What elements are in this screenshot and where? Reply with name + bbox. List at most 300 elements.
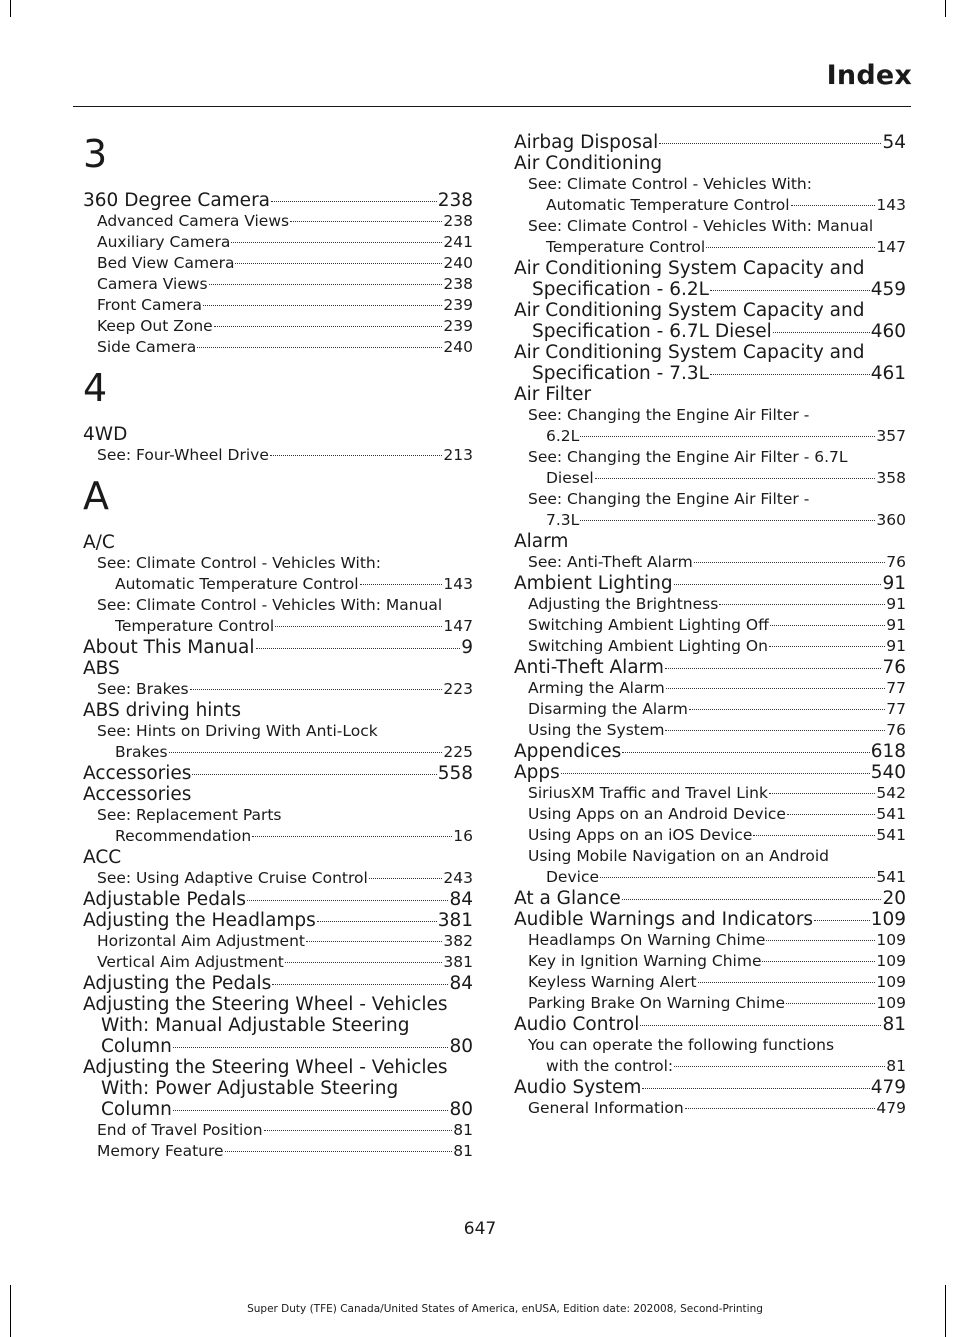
entry-text-line: See: Changing the Engine Air Filter - 6.7L — [528, 448, 848, 466]
entry-leader-row — [97, 826, 473, 847]
entry-text: Accessories — [83, 784, 192, 805]
index-subentry[interactable] — [83, 295, 473, 316]
entry-text: See: Brakes — [97, 680, 189, 698]
entry-text: Arming the Alarm — [528, 679, 665, 697]
entry-text-line: You can operate the following functions — [528, 1036, 835, 1054]
entry-text: Alarm — [514, 531, 569, 552]
index-subentry[interactable] — [83, 805, 473, 847]
index-subentry[interactable] — [83, 931, 473, 952]
index-entry[interactable] — [83, 1057, 473, 1120]
page-reference[interactable]: 77 — [886, 700, 906, 718]
entry-text: Using the System — [528, 721, 665, 739]
index-entry[interactable] — [514, 909, 906, 930]
index-subentry[interactable] — [83, 253, 473, 274]
index-subentry[interactable] — [83, 952, 473, 973]
index-subentry[interactable] — [83, 679, 473, 700]
page-reference[interactable]: 243 — [443, 869, 473, 887]
section-letter: 4 — [83, 366, 108, 410]
dot-leader — [719, 604, 885, 605]
dot-leader — [640, 1025, 881, 1026]
dot-leader — [769, 793, 875, 794]
entry-leader-row — [528, 930, 906, 951]
entry-text: Appendices — [514, 741, 622, 762]
dot-leader — [791, 205, 876, 206]
entry-text: ACC — [83, 847, 122, 868]
page-reference[interactable]: 109 — [876, 952, 906, 970]
page-reference[interactable]: 459 — [870, 279, 906, 300]
entry-text: SiriusXM Traffic and Travel Link — [528, 784, 768, 802]
index-subentry[interactable] — [514, 678, 906, 699]
dot-leader — [710, 290, 870, 291]
page-reference[interactable]: 54 — [882, 132, 906, 153]
index-entry[interactable] — [514, 888, 906, 909]
index-subentry[interactable] — [514, 951, 906, 972]
entry-leader-row — [514, 762, 906, 783]
page-reference[interactable]: 381 — [443, 953, 473, 971]
index-entry[interactable] — [83, 910, 473, 931]
dot-leader — [225, 1151, 453, 1152]
index-subentry[interactable] — [514, 615, 906, 636]
entry-leader-row — [528, 510, 906, 531]
index-subentry[interactable] — [83, 316, 473, 337]
index-subentry[interactable] — [83, 1120, 473, 1141]
entry-leader-row — [97, 616, 473, 637]
entry-leader-row — [528, 552, 906, 573]
entry-text: Device — [546, 868, 600, 886]
index-subentry[interactable] — [83, 595, 473, 637]
dot-leader — [665, 668, 882, 669]
entry-leader-row — [97, 679, 473, 700]
entry-leader-row — [514, 1077, 906, 1098]
entry-text: Airbag Disposal — [514, 132, 659, 153]
header-divider — [73, 106, 911, 107]
page-reference[interactable]: 541 — [876, 868, 906, 886]
page-reference[interactable]: 147 — [876, 238, 906, 256]
entry-text: Adjusting the Pedals — [83, 973, 272, 994]
page-reference[interactable]: 357 — [876, 427, 906, 445]
index-subentry[interactable] — [83, 274, 473, 295]
entry-leader-row — [97, 868, 473, 889]
entry-leader-row — [528, 195, 906, 216]
page-reference[interactable]: 541 — [876, 826, 906, 844]
page-reference[interactable]: 240 — [443, 254, 473, 272]
entry-text: Adjustable Pedals — [83, 889, 247, 910]
index-column-left — [83, 132, 473, 1162]
page-reference[interactable]: 382 — [443, 932, 473, 950]
page-reference[interactable]: 81 — [886, 1057, 906, 1075]
dot-leader — [271, 201, 437, 202]
entry-leader-row — [83, 973, 473, 994]
page-reference[interactable]: 76 — [882, 657, 906, 678]
entry-leader-row — [514, 909, 906, 930]
dot-leader — [769, 646, 885, 647]
entry-leader-row — [514, 132, 906, 153]
entry-text: Recommendation — [115, 827, 252, 845]
page-reference[interactable]: 479 — [876, 1099, 906, 1117]
entry-text: A/C — [83, 532, 115, 553]
page-reference[interactable]: 460 — [870, 321, 906, 342]
entry-text: Using Apps on an iOS Device — [528, 826, 753, 844]
entry-text: Switching Ambient Lighting On — [528, 637, 768, 655]
index-entry[interactable] — [83, 889, 473, 910]
entry-text: Accessories — [83, 763, 192, 784]
dot-leader — [622, 899, 882, 900]
dot-leader — [173, 1110, 449, 1111]
edition-line: Super Duty (TFE) Canada/United States of America, enUSA, Edition date: 202008, Second-Printing — [247, 1303, 763, 1315]
entry-text: Keyless Warning Alert — [528, 973, 697, 991]
dot-leader — [209, 284, 443, 285]
entry-text: Diesel — [546, 469, 594, 487]
index-subentry[interactable] — [514, 489, 906, 531]
index-entry — [514, 384, 906, 405]
page-reference[interactable]: 213 — [443, 446, 473, 464]
index-subentry[interactable] — [83, 211, 473, 232]
entry-text: Adjusting the Brightness — [528, 595, 719, 613]
dot-leader — [270, 455, 443, 456]
index-entry — [83, 658, 473, 679]
entry-text-line: See: Hints on Driving With Anti-Lock — [97, 722, 378, 740]
dot-leader — [275, 626, 442, 627]
dot-leader — [290, 221, 442, 222]
entry-text: 6.2L — [546, 427, 580, 445]
entry-text: Key in Ignition Warning Chime — [528, 952, 762, 970]
entry-text: Temperature Control — [546, 238, 706, 256]
index-subentry[interactable] — [514, 636, 906, 657]
page-reference[interactable]: 241 — [443, 233, 473, 251]
entry-text-line: See: Climate Control - Vehicles With: — [97, 554, 381, 572]
page-reference[interactable]: 360 — [876, 511, 906, 529]
index-subentry[interactable] — [514, 783, 906, 804]
entry-leader-row — [83, 1099, 473, 1120]
dot-leader — [252, 836, 452, 837]
page-reference[interactable]: 81 — [882, 1014, 906, 1035]
entry-text: Using Apps on an Android Device — [528, 805, 786, 823]
index-entry[interactable] — [83, 973, 473, 994]
entry-text: Ambient Lighting — [514, 573, 673, 594]
entry-leader-row — [528, 1056, 906, 1077]
entry-leader-row — [528, 951, 906, 972]
dot-leader — [197, 347, 442, 348]
dot-leader — [787, 814, 875, 815]
index-subentry[interactable] — [514, 993, 906, 1014]
page-reference[interactable]: 143 — [876, 196, 906, 214]
dot-leader — [698, 982, 876, 983]
page-reference[interactable]: 77 — [886, 679, 906, 697]
entry-leader-row — [83, 190, 473, 211]
entry-leader-row — [514, 741, 906, 762]
entry-leader-row — [528, 468, 906, 489]
dot-leader — [580, 520, 875, 521]
entry-leader-row — [97, 931, 473, 952]
index-entry — [83, 784, 473, 805]
page-reference[interactable]: 540 — [870, 762, 906, 783]
entry-leader-row — [528, 825, 906, 846]
entry-text-line: See: Changing the Engine Air Filter - — [528, 490, 810, 508]
entry-text: Specification - 6.7L Diesel — [532, 321, 772, 342]
entry-text: 360 Degree Camera — [83, 190, 271, 211]
entry-leader-row — [528, 594, 906, 615]
page-reference[interactable]: 541 — [876, 805, 906, 823]
index-subentry[interactable] — [514, 1035, 906, 1077]
entry-text-line: See: Climate Control - Vehicles With: — [528, 175, 812, 193]
page-reference[interactable]: 223 — [443, 680, 473, 698]
entry-text: Column — [101, 1036, 172, 1057]
dot-leader — [770, 625, 885, 626]
entry-leader-row — [528, 972, 906, 993]
index-entry — [514, 531, 906, 552]
index-entry[interactable] — [514, 1077, 906, 1098]
index-subentry[interactable] — [514, 447, 906, 489]
index-entry — [83, 847, 473, 868]
page-reference[interactable]: 225 — [443, 743, 473, 761]
entry-leader-row — [83, 910, 473, 931]
index-subentry[interactable] — [514, 846, 906, 888]
entry-leader-row — [514, 279, 906, 300]
page-reference[interactable]: 381 — [437, 910, 473, 931]
dot-leader — [272, 984, 448, 985]
dot-leader — [694, 562, 886, 563]
index-entry[interactable] — [83, 637, 473, 658]
page-reference[interactable]: 461 — [870, 363, 906, 384]
entry-text: Horizontal Aim Adjustment — [97, 932, 305, 950]
page-reference[interactable]: 80 — [449, 1099, 473, 1120]
entry-text: Specification - 6.2L — [532, 279, 709, 300]
index-subentry[interactable] — [83, 445, 473, 466]
entry-leader-row — [97, 232, 473, 253]
index-entry[interactable] — [514, 1014, 906, 1035]
index-entry[interactable] — [514, 258, 906, 300]
index-subentry[interactable] — [514, 972, 906, 993]
index-entry[interactable] — [514, 300, 906, 342]
entry-leader-row — [528, 615, 906, 636]
entry-leader-row — [83, 637, 473, 658]
page-reference[interactable]: 238 — [443, 275, 473, 293]
entry-text: Memory Feature — [97, 1142, 224, 1160]
page-reference[interactable]: 618 — [870, 741, 906, 762]
page-reference[interactable]: 109 — [876, 994, 906, 1012]
entry-text: See: Anti-Theft Alarm — [528, 553, 693, 571]
index-subentry[interactable] — [514, 825, 906, 846]
page-reference[interactable]: 238 — [437, 190, 473, 211]
entry-text-line: With: Manual Adjustable Steering — [101, 1015, 410, 1036]
dot-leader — [665, 730, 885, 731]
dot-leader — [285, 962, 443, 963]
dot-leader — [235, 263, 442, 264]
page-reference[interactable]: 81 — [453, 1142, 473, 1160]
page-reference[interactable]: 143 — [443, 575, 473, 593]
index-entry[interactable] — [83, 763, 473, 784]
entry-text-line: See: Climate Control - Vehicles With: Manual — [97, 596, 443, 614]
index-subentry[interactable] — [514, 1098, 906, 1119]
page-reference[interactable]: 91 — [886, 616, 906, 634]
index-subentry[interactable] — [83, 721, 473, 763]
entry-text: Camera Views — [97, 275, 208, 293]
index-subentry[interactable] — [83, 868, 473, 889]
entry-leader-row — [97, 1120, 473, 1141]
index-subentry[interactable] — [514, 594, 906, 615]
entry-text-line: See: Changing the Engine Air Filter - — [528, 406, 810, 424]
page-reference[interactable]: 358 — [876, 469, 906, 487]
page-reference[interactable]: 80 — [449, 1036, 473, 1057]
entry-leader-row — [514, 657, 906, 678]
entry-text: ABS — [83, 658, 120, 679]
entry-text: Anti-Theft Alarm — [514, 657, 664, 678]
entry-text: with the control: — [546, 1057, 674, 1075]
dot-leader — [203, 305, 442, 306]
entry-text: See: Four-Wheel Drive — [97, 446, 269, 464]
entry-text: Front Camera — [97, 296, 202, 314]
page-reference[interactable]: 558 — [437, 763, 473, 784]
dot-leader — [169, 752, 443, 753]
index-entry[interactable] — [83, 994, 473, 1057]
dot-leader — [659, 143, 881, 144]
entry-text: Keep Out Zone — [97, 317, 213, 335]
entry-text: Automatic Temperature Control — [546, 196, 790, 214]
page-reference[interactable]: 91 — [882, 573, 906, 594]
page-reference[interactable]: 240 — [443, 338, 473, 356]
index-subentry[interactable] — [514, 804, 906, 825]
index-entry[interactable] — [514, 132, 906, 153]
index-subentry[interactable] — [83, 553, 473, 595]
index-subentry[interactable] — [83, 337, 473, 358]
entry-leader-row — [528, 783, 906, 804]
entry-text: Air Filter — [514, 384, 592, 405]
entry-leader-row — [97, 274, 473, 295]
page-reference[interactable]: 239 — [443, 317, 473, 335]
dot-leader — [247, 900, 448, 901]
entry-leader-row — [528, 699, 906, 720]
entry-leader-row — [97, 316, 473, 337]
page-reference[interactable]: 91 — [886, 637, 906, 655]
entry-text: Disarming the Alarm — [528, 700, 688, 718]
entry-text: Audio Control — [514, 1014, 640, 1035]
index-subentry[interactable] — [514, 405, 906, 447]
dot-leader — [256, 648, 461, 649]
index-entry[interactable] — [83, 190, 473, 211]
entry-text: Parking Brake On Warning Chime — [528, 994, 785, 1012]
entry-leader-row — [97, 742, 473, 763]
index-subentry[interactable] — [83, 232, 473, 253]
entry-leader-row — [528, 678, 906, 699]
dot-leader — [192, 774, 436, 775]
entry-leader-row — [97, 952, 473, 973]
entry-leader-row — [528, 636, 906, 657]
page-reference[interactable]: 16 — [453, 827, 473, 845]
entry-text: Apps — [514, 762, 560, 783]
dot-leader — [766, 940, 875, 941]
entry-leader-row — [83, 1036, 473, 1057]
index-entry[interactable] — [514, 342, 906, 384]
entry-leader-row — [97, 295, 473, 316]
dot-leader — [786, 1003, 875, 1004]
page-reference[interactable]: 109 — [870, 909, 906, 930]
index-subentry[interactable] — [514, 930, 906, 951]
page-reference[interactable]: 9 — [461, 637, 473, 658]
dot-leader — [642, 1088, 869, 1089]
entry-text: Temperature Control — [115, 617, 275, 635]
entry-leader-row — [97, 574, 473, 595]
entry-text: ABS driving hints — [83, 700, 242, 721]
entry-leader-row — [528, 867, 906, 888]
index-column-right — [514, 132, 906, 1119]
dot-leader — [600, 877, 875, 878]
entry-text: Headlamps On Warning Chime — [528, 931, 766, 949]
dot-leader — [710, 374, 870, 375]
entry-leader-row — [514, 321, 906, 342]
entry-leader-row — [83, 889, 473, 910]
entry-text-line: Adjusting the Steering Wheel - Vehicles — [83, 1057, 448, 1078]
entry-leader-row — [528, 1098, 906, 1119]
dot-leader — [762, 961, 875, 962]
entry-text: Audio System — [514, 1077, 642, 1098]
page-reference[interactable]: 238 — [443, 212, 473, 230]
index-entry[interactable] — [514, 741, 906, 762]
dot-leader — [674, 1066, 885, 1067]
page-reference[interactable]: 84 — [449, 973, 473, 994]
index-entry — [83, 700, 473, 721]
page-reference[interactable]: 109 — [876, 973, 906, 991]
index-entry[interactable] — [514, 657, 906, 678]
entry-leader-row — [528, 720, 906, 741]
page-reference[interactable]: 81 — [453, 1121, 473, 1139]
dot-leader — [580, 436, 875, 437]
page-reference[interactable]: 91 — [886, 595, 906, 613]
entry-leader-row — [528, 237, 906, 258]
page-reference[interactable]: 76 — [886, 721, 906, 739]
page-reference[interactable]: 76 — [886, 553, 906, 571]
page-reference[interactable]: 239 — [443, 296, 473, 314]
entry-leader-row — [514, 573, 906, 594]
index-entry[interactable] — [514, 573, 906, 594]
entry-text-line: Using Mobile Navigation on an Android — [528, 847, 830, 865]
dot-leader — [689, 709, 885, 710]
index-subentry[interactable] — [514, 174, 906, 216]
dot-leader — [595, 478, 876, 479]
entry-text: Vertical Aim Adjustment — [97, 953, 284, 971]
entry-text: End of Travel Position — [97, 1121, 263, 1139]
index-entry[interactable] — [514, 762, 906, 783]
dot-leader — [706, 247, 875, 248]
index-subentry[interactable] — [514, 699, 906, 720]
entry-text: Automatic Temperature Control — [115, 575, 359, 593]
entry-leader-row — [83, 763, 473, 784]
entry-text-line: Air Conditioning System Capacity and — [514, 342, 865, 363]
index-subentry[interactable] — [514, 552, 906, 573]
section-letter: A — [83, 474, 109, 518]
entry-text: About This Manual — [83, 637, 255, 658]
entry-text: Side Camera — [97, 338, 197, 356]
page-reference[interactable]: 479 — [870, 1077, 906, 1098]
entry-text-line: With: Power Adjustable Steering — [101, 1078, 399, 1099]
entry-text-line: Air Conditioning System Capacity and — [514, 258, 865, 279]
page-reference[interactable]: 84 — [449, 889, 473, 910]
entry-leader-row — [97, 1141, 473, 1162]
page-reference[interactable]: 542 — [876, 784, 906, 802]
entry-text: Column — [101, 1099, 172, 1120]
index-subentry[interactable] — [514, 720, 906, 741]
entry-text: Auxiliary Camera — [97, 233, 231, 251]
index-subentry[interactable] — [514, 216, 906, 258]
dot-leader — [360, 584, 443, 585]
entry-text: See: Using Adaptive Cruise Control — [97, 869, 368, 887]
dot-leader — [773, 332, 870, 333]
entry-text: Switching Ambient Lighting Off — [528, 616, 769, 634]
page-reference[interactable]: 109 — [876, 931, 906, 949]
page-reference[interactable]: 20 — [882, 888, 906, 909]
index-subentry[interactable] — [83, 1141, 473, 1162]
entry-text: At a Glance — [514, 888, 621, 909]
page-reference[interactable]: 147 — [443, 617, 473, 635]
